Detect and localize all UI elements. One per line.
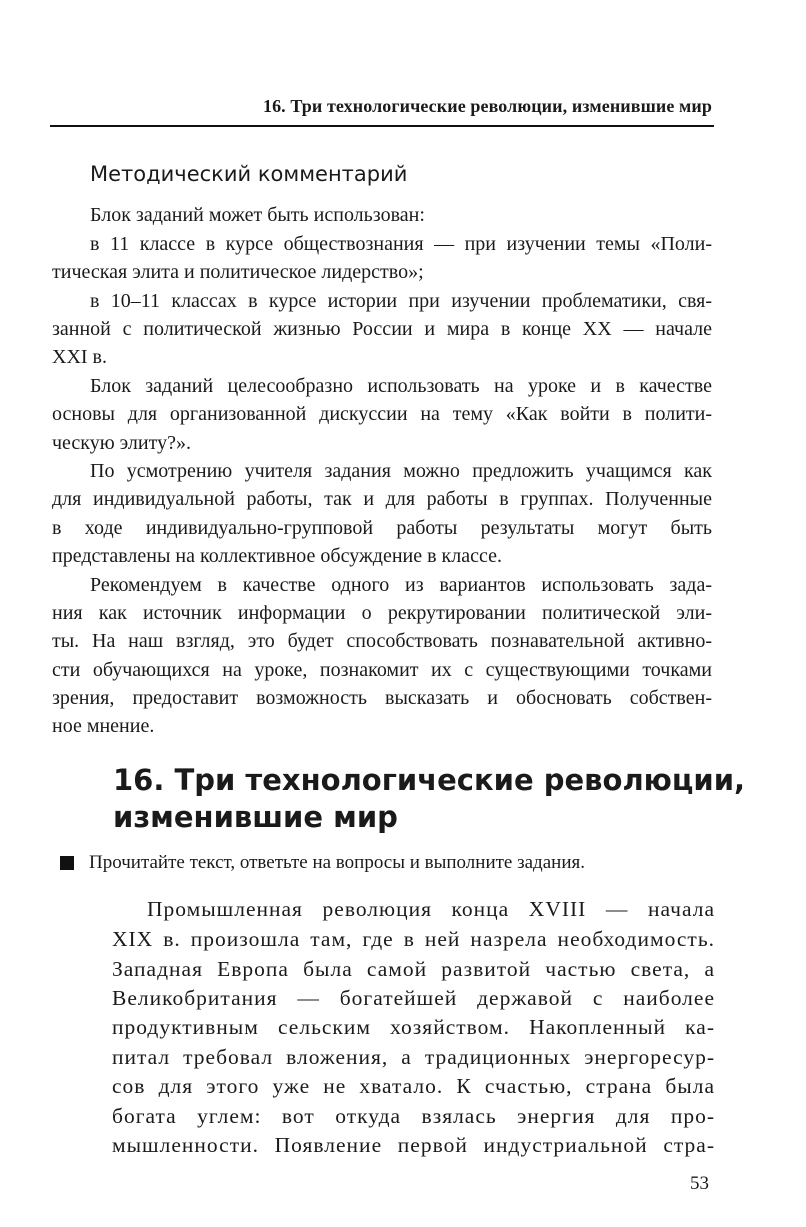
task-instruction: Прочитайте текст, ответьте на вопросы и выполните задания. <box>89 852 585 873</box>
source-text-line: питал требовал вложения, а традиционных энергоресур- <box>112 1045 715 1069</box>
commentary-line: для индивидуальной работы, так и для работы в группах. Полученные <box>52 488 712 510</box>
commentary-line: ты. На наш взгляд, это будет способствовать познавательной активно- <box>52 630 712 652</box>
source-text-line: мышленности. Появление первой индустриальной стра- <box>112 1133 715 1157</box>
source-text-line: Великобритания — богатейшей державой с наиболее <box>112 986 715 1010</box>
commentary-line: Блок заданий целесообразно использовать на уроке и в качестве <box>90 375 712 397</box>
source-text-line: XIX в. произошла там, где в ней назрела необходимость. <box>112 927 715 951</box>
source-text-line: Промышленная революция конца XVIII — начала <box>147 897 715 921</box>
running-head: 16. Три технологические революции, изменившие мир <box>262 96 712 116</box>
commentary-line: ческую элиту?». <box>52 432 191 454</box>
commentary-line: тическая элита и политическое лидерство»; <box>52 261 424 283</box>
section-title-line-1: 16. Три технологические революции, <box>113 763 746 797</box>
commentary-line: Рекомендуем в качестве одного из вариантов использовать зада- <box>90 574 712 596</box>
commentary-line: ное мнение. <box>52 715 155 737</box>
commentary-line: сти обучающихся на уроке, познакомит их с существующими точками <box>52 659 712 681</box>
source-text-line: богата углем: вот откуда взялась энергия для про- <box>112 1104 715 1128</box>
commentary-line: в 10–11 классах в курсе истории при изучении проблематики, свя- <box>90 290 712 312</box>
source-text-line: сов для этого уже не хватало. К счастью, страна была <box>112 1074 715 1098</box>
square-bullet-icon <box>60 856 74 870</box>
commentary-line: зрения, предоставит возможность высказать и обосновать собствен- <box>52 687 712 709</box>
commentary-line: занной с политической жизнью России и мира в конце XX — начале <box>52 318 712 340</box>
header-rule <box>50 125 714 127</box>
commentary-line: Блок заданий может быть использован: <box>90 204 425 226</box>
commentary-heading: Методический комментарий <box>90 162 408 186</box>
source-text-line: Западная Европа была самой развитой частью света, а <box>112 957 715 981</box>
commentary-line: в 11 классе в курсе обществознания — при изучении темы «Поли- <box>90 233 712 255</box>
section-title-line-2: изменившие мир <box>113 800 398 834</box>
commentary-line: в ходе индивидуально-групповой работы результаты могут быть <box>52 517 712 539</box>
page-number: 53 <box>690 1173 709 1194</box>
commentary-line: XXI в. <box>52 346 107 368</box>
commentary-line: представлены на коллективное обсуждение в классе. <box>52 545 502 567</box>
source-text-line: продуктивным сельским хозяйством. Накопленный ка- <box>112 1015 715 1039</box>
commentary-line: По усмотрению учителя задания можно предложить учащимся как <box>90 460 712 482</box>
commentary-line: ния как источник информации о рекрутировании политической эли- <box>52 602 712 624</box>
commentary-line: основы для организованной дискуссии на тему «Как войти в полити- <box>52 403 712 425</box>
